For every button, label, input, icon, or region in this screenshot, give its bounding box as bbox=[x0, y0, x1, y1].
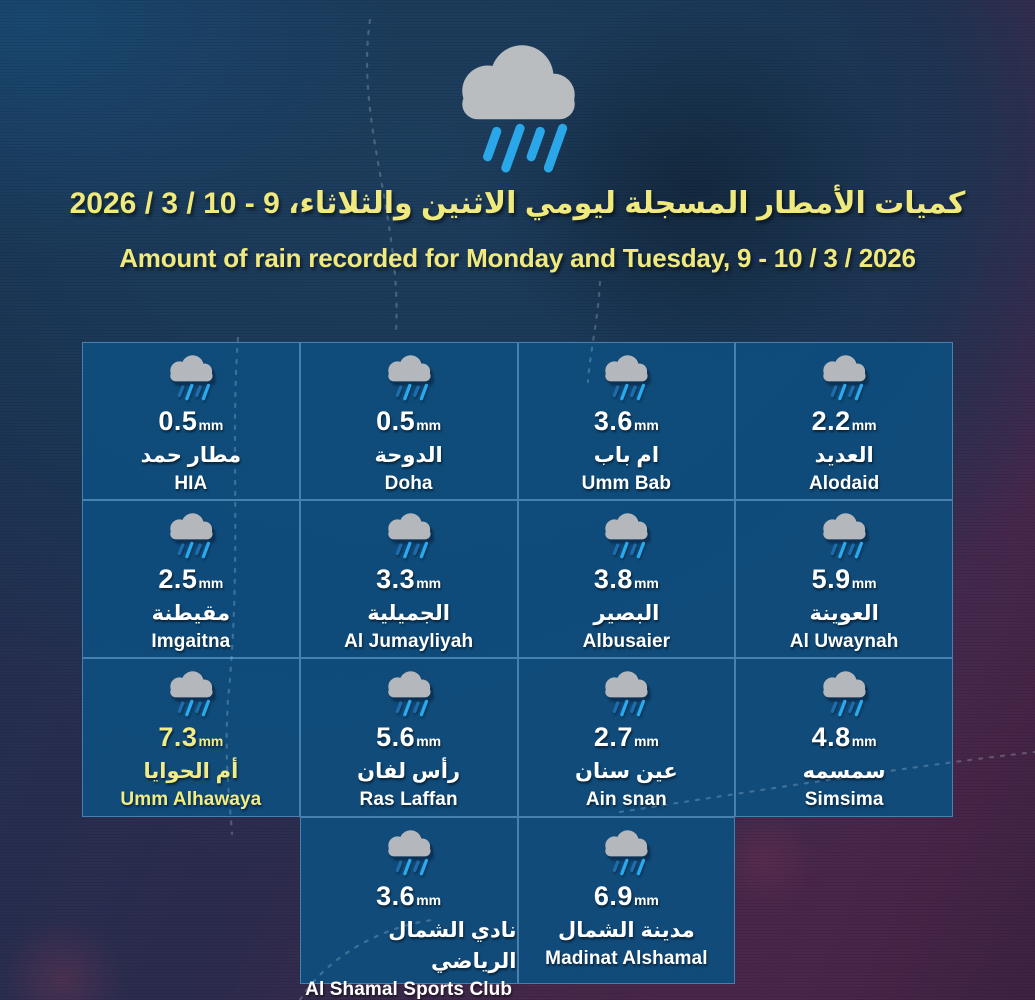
station-cell bbox=[82, 658, 300, 817]
cloud-shape bbox=[388, 830, 430, 856]
rain-cloud-icon bbox=[597, 669, 655, 719]
station-name-english: HIA bbox=[174, 473, 208, 494]
rain-value: 6.9 bbox=[593, 881, 633, 911]
cloud-shape bbox=[606, 513, 648, 539]
station-name-english: Ain snan bbox=[585, 789, 667, 810]
rain-unit: mm bbox=[416, 892, 442, 908]
station-cell bbox=[82, 342, 300, 500]
rain-cloud-icon bbox=[597, 511, 655, 561]
rain-unit: mm bbox=[633, 417, 659, 433]
rain-cloud-icon bbox=[162, 511, 220, 561]
cloud-shape bbox=[823, 355, 865, 381]
station-name-arabic: سمسمه bbox=[802, 760, 886, 783]
rain-value: 2.5 bbox=[158, 564, 198, 594]
rain-cloud-icon bbox=[162, 669, 220, 719]
rain-cloud-icon bbox=[815, 353, 873, 403]
rain-amount bbox=[812, 407, 877, 439]
rain-unit: mm bbox=[416, 417, 442, 433]
rain-amount bbox=[376, 882, 441, 914]
rain-streaks bbox=[397, 385, 426, 398]
rain-unit: mm bbox=[198, 417, 224, 433]
rain-streaks bbox=[615, 543, 644, 556]
station-name-english: Simsima bbox=[804, 789, 884, 810]
station-name-english: Doha bbox=[384, 473, 433, 494]
rain-streaks bbox=[487, 128, 562, 168]
station-name-arabic: مقيطنة bbox=[151, 602, 231, 625]
rain-streaks bbox=[397, 701, 426, 714]
rain-cloud-icon bbox=[815, 669, 873, 719]
rain-amount bbox=[376, 407, 441, 439]
rain-cloud-icon bbox=[597, 828, 655, 878]
station-name-english: Imgaitna bbox=[151, 631, 231, 652]
rain-streaks bbox=[397, 860, 426, 873]
rain-unit: mm bbox=[198, 575, 224, 591]
cloud-shape bbox=[388, 513, 430, 539]
station-cell bbox=[300, 500, 518, 658]
station-name-arabic: الدوحة bbox=[374, 444, 443, 467]
station-name-english: Madinat Alshamal bbox=[545, 948, 708, 969]
rain-amount bbox=[158, 565, 223, 597]
rain-cloud-icon bbox=[380, 828, 438, 878]
rain-amount bbox=[158, 407, 223, 439]
title-english: Amount of rain recorded for Monday and Tuesday, 9 - 10 / 3 / 2026 bbox=[119, 243, 916, 273]
station-name-english: Umm Alhawaya bbox=[120, 789, 262, 810]
cloud-shape bbox=[606, 355, 648, 381]
rain-value: 0.5 bbox=[376, 406, 416, 436]
station-name-arabic: رأس لفان bbox=[357, 760, 461, 783]
rain-value: 4.8 bbox=[811, 722, 851, 752]
rain-value: 3.6 bbox=[376, 881, 416, 911]
rain-cloud-icon bbox=[380, 669, 438, 719]
rain-cloud-icon bbox=[380, 353, 438, 403]
rain-unit: mm bbox=[633, 575, 659, 591]
station-cell bbox=[300, 817, 518, 1000]
cloud-shape bbox=[462, 45, 574, 119]
rain-amount bbox=[812, 723, 877, 755]
rain-cloud-icon bbox=[162, 353, 220, 403]
station-name-arabic: نادي الشمال الرياضي bbox=[388, 919, 517, 973]
station-name-english: Umm Bab bbox=[581, 473, 672, 494]
rain-streaks bbox=[179, 385, 208, 398]
rain-streaks bbox=[179, 543, 208, 556]
station-cell bbox=[300, 658, 518, 817]
rain-cloud-icon bbox=[815, 511, 873, 561]
cloud-shape bbox=[388, 355, 430, 381]
rain-unit: mm bbox=[633, 733, 659, 749]
station-cell bbox=[735, 342, 953, 500]
rain-value: 5.9 bbox=[811, 564, 851, 594]
rain-streaks bbox=[615, 701, 644, 714]
rain-cloud-icon bbox=[380, 511, 438, 561]
rain-streaks bbox=[397, 543, 426, 556]
station-name-arabic: مطار حمد bbox=[140, 444, 242, 467]
cloud-shape bbox=[823, 671, 865, 697]
station-name-english: Alodaid bbox=[808, 473, 880, 494]
rain-value: 2.2 bbox=[811, 406, 851, 436]
rain-amount bbox=[158, 723, 223, 755]
rain-unit: mm bbox=[633, 892, 659, 908]
cloud-shape bbox=[170, 671, 212, 697]
station-name-arabic: البصير bbox=[593, 602, 660, 625]
rain-streaks bbox=[833, 543, 862, 556]
rain-unit: mm bbox=[851, 575, 877, 591]
rain-unit: mm bbox=[198, 733, 224, 749]
station-name-english: Al Shamal Sports Club bbox=[305, 979, 513, 1000]
station-cell bbox=[518, 342, 736, 500]
station-name-english: Al Uwaynah bbox=[789, 631, 899, 652]
station-cell bbox=[735, 500, 953, 658]
rain-unit: mm bbox=[851, 733, 877, 749]
station-name-english: Al Jumayliyah bbox=[344, 631, 474, 652]
rain-streaks bbox=[179, 701, 208, 714]
rain-value: 3.3 bbox=[376, 564, 416, 594]
rain-amount bbox=[376, 723, 441, 755]
station-cell bbox=[82, 500, 300, 658]
rain-value: 3.8 bbox=[593, 564, 633, 594]
rain-unit: mm bbox=[851, 417, 877, 433]
title-arabic: كميات الأمطار المسجلة ليومي الاثنين والثلاثاء، 9 - 10 / 3 / 2026 bbox=[69, 187, 966, 220]
rain-streaks bbox=[833, 701, 862, 714]
rain-unit: mm bbox=[416, 575, 442, 591]
rain-amount bbox=[376, 565, 441, 597]
station-cell bbox=[300, 342, 518, 500]
rain-value: 5.6 bbox=[376, 722, 416, 752]
rain-amount bbox=[594, 565, 659, 597]
station-name-arabic: الجميلية bbox=[367, 602, 450, 625]
rain-streaks bbox=[615, 860, 644, 873]
cloud-shape bbox=[823, 513, 865, 539]
rain-amount bbox=[594, 407, 659, 439]
cloud-shape bbox=[606, 830, 648, 856]
rain-value: 7.3 bbox=[158, 722, 198, 752]
station-cell bbox=[518, 817, 736, 984]
station-name-arabic: مدينة الشمال bbox=[557, 919, 695, 942]
stations-grid bbox=[82, 342, 953, 1000]
station-cell bbox=[518, 500, 736, 658]
rain-streaks bbox=[833, 385, 862, 398]
rain-cloud-icon bbox=[442, 26, 594, 176]
cloud-shape bbox=[606, 671, 648, 697]
rain-cloud-icon bbox=[597, 353, 655, 403]
rain-value: 0.5 bbox=[158, 406, 198, 436]
station-name-arabic: العوينة bbox=[809, 602, 879, 625]
station-name-arabic: عين سنان bbox=[575, 760, 678, 783]
rain-amount bbox=[594, 723, 659, 755]
cloud-shape bbox=[170, 355, 212, 381]
station-name-arabic: أم الحوايا bbox=[143, 760, 239, 783]
rain-value: 2.7 bbox=[593, 722, 633, 752]
rain-value: 3.6 bbox=[593, 406, 633, 436]
station-cell bbox=[518, 658, 736, 817]
rain-unit: mm bbox=[416, 733, 442, 749]
station-name-english: Albusaier bbox=[582, 631, 671, 652]
station-name-arabic: ام باب bbox=[593, 444, 660, 467]
rain-amount bbox=[594, 882, 659, 914]
cloud-shape bbox=[170, 513, 212, 539]
station-name-arabic: العديد bbox=[814, 444, 874, 467]
station-name-english: Ras Laffan bbox=[359, 789, 458, 810]
rain-amount bbox=[812, 565, 877, 597]
cloud-shape bbox=[388, 671, 430, 697]
station-cell bbox=[735, 658, 953, 817]
rain-streaks bbox=[615, 385, 644, 398]
